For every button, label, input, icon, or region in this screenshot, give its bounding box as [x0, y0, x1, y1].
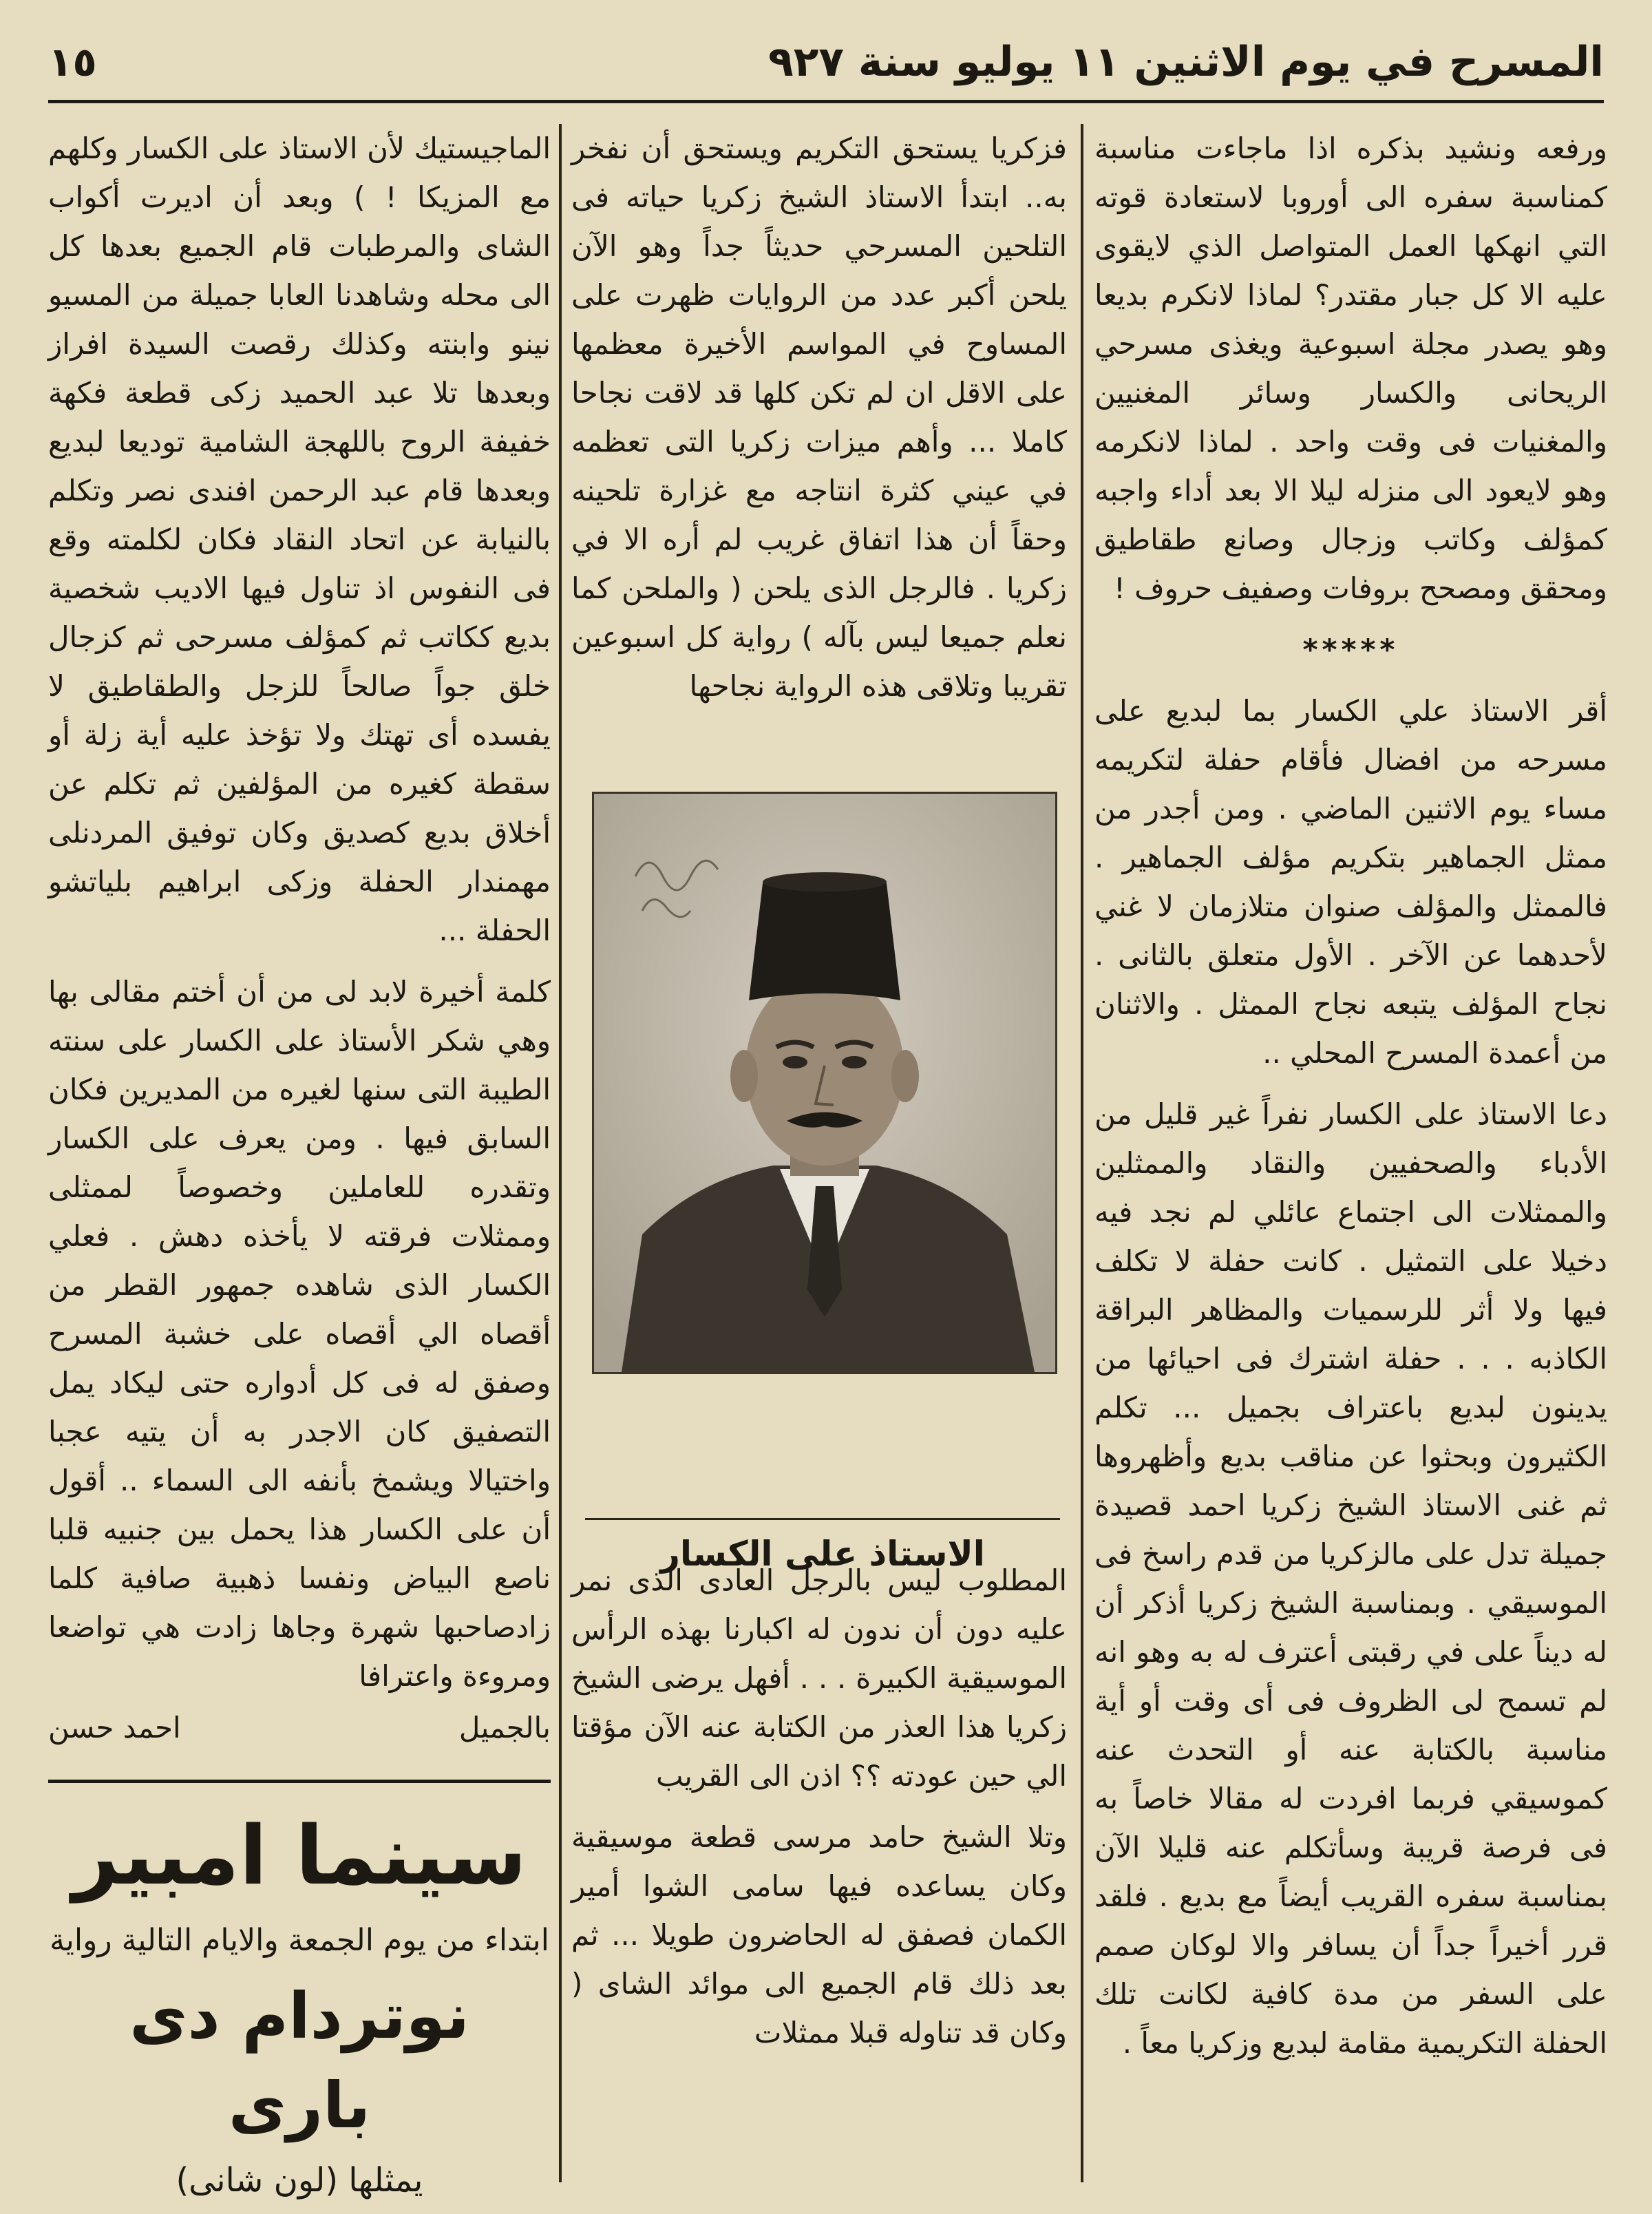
article-column-left: [48, 124, 551, 1744]
cinema-name: سينما امبير: [72, 1808, 527, 1903]
separator-stars: *****: [1302, 633, 1399, 666]
cinema-advertisement: [48, 1804, 551, 2200]
article-column-middle-bottom: [571, 1556, 1067, 2196]
photo-caption: الاستاذ على الكسار: [660, 1534, 985, 1574]
paragraph: دعا الاستاذ على الكسار نفراً غير قليل من الأدباء والصحفيين والنقاد والممثلين والممثلات الى اجتماع عائلي لم نجد فيه دخيلا على التمثيل . كانت حفلة لا تكلف فيها ولا أثر للرسميات والمظاهر البراقة الكاذبه . . . حفلة اشترك فى احيائها من يدينون لبديع باعتراف بجميل ... تكلم الكثيرون وبحثوا عن مناقب بديع وأظهروها ثم غنى الاستاذ الشيخ زكريا احمد قصيدة جميلة تدل على مالزكريا من قدم راسخ فى الموسيقي . وبمناسبة الشيخ زكريا أذكر أن له ديناً على في رقبتى أعترف له به وهو انه لم تسمح لى الظروف فى أى وقت أو أية مناسبة بالكتابة عنه أو التحدث عنه كموسيقي فربما افردت له مقالا خاصاً به فى فرصة قريبة وسأتكلم عنه قليلا الآن بمناسبة سفره القريب أيضاً مع بديع . فلقد قرر أخيراً جداً أن يسافر والا لوكان صمم على السفر من مدة كافية لكانت تلك الحفلة التكريمية مقامة لبديع وزكريا معاً .: [1094, 1097, 1607, 2060]
header-title: المسرح في يوم الاثنين ١١ يوليو سنة ٩٢٧: [768, 38, 1604, 86]
portrait-photo: [592, 792, 1057, 1374]
portrait-illustration: [594, 794, 1055, 1372]
film-title: نوتردام دى بارى: [129, 1979, 469, 2142]
paragraph: ورفعه ونشيد بذكره اذا ماجاءت مناسبة كمناسبة سفره الى أوروبا لاستعادة قوته التي انهكها العمل المتواصل الذي لايقوى عليه الا كل جبار مقتدر؟ لماذا لانكرم بديعا وهو يصدر مجلة اسبوعية ويغذى مسرحي الريحانى والكسار وسائر المغنيين والمغنيات فى وقت واحد . لماذا لانكرمه وهو لايعود الى منزله ليلا الا بعد أداء واجبه كمؤلف وكاتب وزجال وصانع طقاطيق ومحقق ومصحح بروفات وصفيف حروف !: [1094, 131, 1607, 605]
page-header: [48, 28, 1604, 96]
paragraph: الماجيستيك لأن الاستاذ على الكسار وكلهم مع المزيكا ! ) وبعد أن اديرت أكواب الشاى والمرطبات قام الجميع بعدها كل الى محله وشاهدنا العابا جميلة من المسيو نينو وابنته وكذلك رقصت السيدة افراز وبعدها تلا عبد الحميد زكى قطعة فكهة خفيفة الروح باللهجة الشامية توديعا لبديع وبعدها قام عبد الرحمن افندى نصر وتكلم بالنيابة عن اتحاد النقاد فكان لكلمته وقع فى النفوس اذ تناول فيها الاديب شخصية بديع ككاتب ثم كمؤلف مسرحى ثم كزجال خلق جواً صالحاً للزجل والطقاطيق لا يفسده أى تهتك ولا تؤخذ عليه أية زلة أو سقطة كغيره من المؤلفين ثم تكلم عن أخلاق بديع كصديق وكان توفيق المردنلى مهمندار الحفلة وزكى ابراهيم بلياتشو الحفلة ...: [48, 131, 551, 947]
film-cast: يمثلها (لون شانى): [176, 2161, 423, 2200]
page-number: ١٥: [48, 39, 97, 85]
paragraph: كلمة أخيرة لابد لى من أن أختم مقالى بها وهي شكر الأستاذ على الكسار على سنته الطيبة التى سنها لغيره من المديرين فكان السابق فيها . ومن يعرف على الكسار وتقدره للعاملين وخصوصاً لممثلى وممثلات فرقته لا يأخذه دهش . فعلي الكسار الذى شاهده جمهور القطر من أقصاه الي أقصاه على خشبة المسرح وصفق له فى كل أدواره حتى ليكاد يمل التصفيق كان الاجدر به أن يتيه عجبا واختيالا ويشمخ بأنفه الى السماء .. أقول أن على الكسار هذا يحمل بين جنبيه قلبا ناصع البياض ونفسا ذهبية صافية كلما زادصاحبها شهرة وجاها زادت هي تواضعا ومروءة واعترافا: [48, 975, 551, 1693]
closing-word: بالجميل: [458, 1711, 551, 1744]
paragraph: وتلا الشيخ حامد مرسى قطعة موسيقية وكان يساعده فيها سامى الشوا أمير الكمان فصفق له الحاضرون طويلا ... ثم بعد ذلك قام الجميع الى موائد الشاى ( وكان قد تناوله قبلا ممثلات: [571, 1820, 1067, 2049]
paragraph: أقر الاستاذ علي الكسار بما لبديع على مسرحه من افضال فأقام حفلة لتكريمه مساء يوم الاثنين الماضي . ومن أجدر من ممثل الجماهير بتكريم مؤلف الجماهير . فالممثل والمؤلف صنوان متلازمان لا غني لأحدهما عن الآخر . الأول متعلق بالثانى . نجاح المؤلف يتبعه نجاح الممثل . والاثنان من أعمدة المسرح المحلي ..: [1094, 694, 1607, 1070]
caption-rule-top: [585, 1518, 1060, 1520]
paragraph: فزكريا يستحق التكريم ويستحق أن نفخر به.. ابتدأ الاستاذ الشيخ زكريا حياته فى التلحين المسرحي حديثاً جداً وهو الآن يلحن أكبر عدد من الروايات ظهرت على المساوح في المواسم الأخيرة معظمها على الاقل ان لم تكن كلها قد لاقت نجاحا كاملا ... وأهم ميزات زكريا التى تعظمه في عيني كثرة انتاجه مع غزارة تلحينه وحقاً أن هذا اتفاق غريب لم أره الا في زكريا . فالرجل الذى يلحن ( والملحن كما نعلم جميعا ليس بآله ) رواية كل اسبوعين تقريبا وتلاقى هذه الرواية نجاحها: [571, 131, 1067, 703]
advertisement-rule: [48, 1780, 551, 1783]
author-name: احمد حسن: [48, 1711, 181, 1744]
article-column-right: [1094, 124, 1607, 2162]
column-divider-left: [559, 124, 562, 2182]
article-signature: [48, 1703, 551, 1752]
column-divider-right: [1081, 124, 1083, 2182]
article-column-middle-top: [571, 124, 1067, 730]
screening-notice: ابتداء من يوم الجمعة والايام التالية رواية: [50, 1923, 549, 1958]
header-rule: [48, 100, 1604, 103]
paragraph: المطلوب ليس بالرجل العادى الذى نمر عليه دون أن ندون له اكبارنا بهذه الرأس الموسيقية الكبيرة . . . أفهل يرضى الشيخ زكريا هذا العذر من الكتابة عنه الآن مؤقتا الي حين عودته ؟؟ اذن الى القريب: [571, 1563, 1067, 1793]
